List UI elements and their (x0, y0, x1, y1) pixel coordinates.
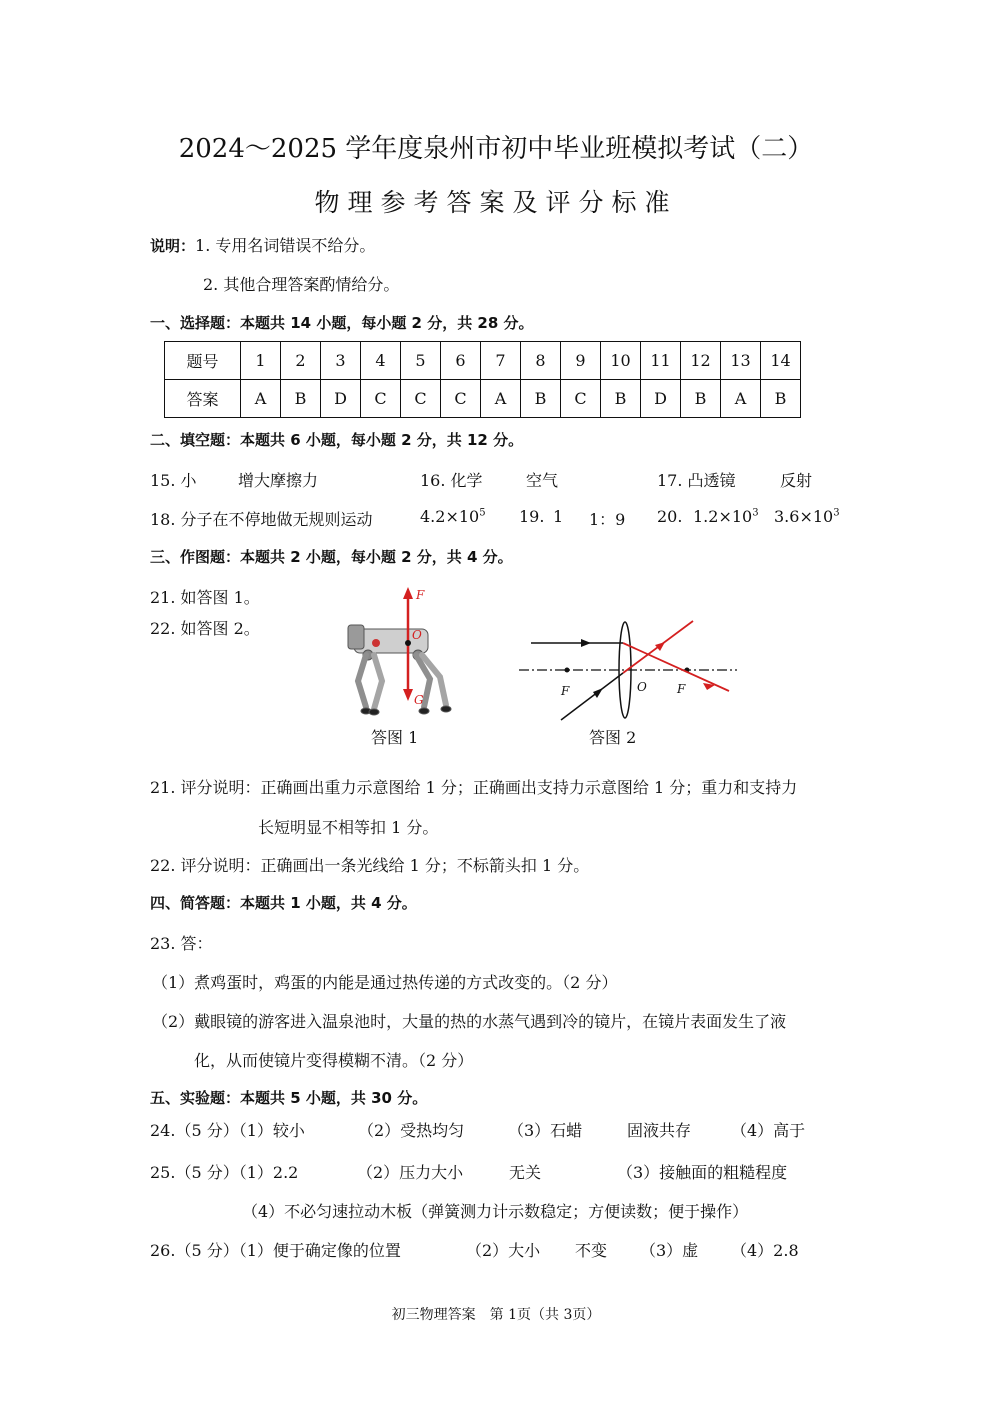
notes-label: 说明： (150, 237, 196, 255)
figure-2-caption: 答图 2 (589, 728, 637, 747)
answer-q25-part2: （2）压力大小 (357, 1163, 464, 1182)
answer-q18-exponent: 5 (479, 507, 486, 519)
focus-left-point (565, 668, 570, 673)
answer-q20-b (774, 507, 840, 526)
section3-heading: 三、作图题：本题共 2 小题，每小题 2 分，共 4 分。 (150, 548, 513, 566)
scoring-22: 22. 评分说明：正确画出一条光线给 1 分；不标箭头扣 1 分。 (150, 856, 590, 875)
answer-q20: 20. (657, 507, 683, 526)
section4-heading: 四、简答题：本题共 1 小题，共 4 分。 (150, 894, 417, 912)
answer-cell: B (521, 380, 561, 418)
answer-q24-part4: （4）高于 (731, 1121, 806, 1140)
support-force-arrowhead (403, 587, 413, 599)
page-title: 2024～2025 学年度泉州市初中毕业班模拟考试（二） (178, 134, 814, 164)
answer-q24-part3: （3）石蜡 (508, 1121, 583, 1140)
answer-q23-part2-line2: 化，从而使镜片变得模糊不清。（2 分） (194, 1051, 474, 1070)
answer-q18-mantissa: 4.2×10 (420, 507, 480, 526)
table-row-answers (165, 380, 801, 418)
answer-cell: C (441, 380, 481, 418)
answer-q20-b-mantissa: 3.6×10 (774, 507, 834, 526)
notes-item-2: 2. 其他合理答案酌情给分。 (203, 275, 400, 294)
question-number: 12 (681, 342, 721, 380)
answer-q20-a-exponent: 3 (752, 507, 759, 519)
row-label-answer: 答案 (165, 380, 241, 418)
row-label-number: 题号 (165, 342, 241, 380)
incident-ray-parallel-arrow (581, 639, 591, 647)
answer-cell: A (721, 380, 761, 418)
answer-q25-part3: （3）接触面的粗糙程度 (617, 1163, 788, 1182)
answer-cell: D (321, 380, 361, 418)
answer-q25-part1: 25.（5 分）（1）2.2 (150, 1163, 299, 1182)
question-number: 7 (481, 342, 521, 380)
answer-q16-b: 空气 (526, 471, 559, 490)
answer-cell: C (361, 380, 401, 418)
answer-q16: 16. 化学 (420, 471, 483, 490)
robot-dog-icon (348, 625, 451, 715)
question-number: 4 (361, 342, 401, 380)
page-footer: 初三物理答案 第 1页（共 3页） (391, 1307, 601, 1323)
answer-q22: 22. 如答图 2。 (150, 619, 260, 638)
answer-cell: D (641, 380, 681, 418)
answer-cell: C (401, 380, 441, 418)
answer-q19: 19. (519, 507, 545, 526)
answer-q19-a: 1 (553, 507, 564, 526)
question-number: 6 (441, 342, 481, 380)
answer-q23-label: 23. 答： (150, 934, 213, 953)
question-number: 2 (281, 342, 321, 380)
gravity-arrowhead (403, 689, 413, 701)
question-number: 5 (401, 342, 441, 380)
label-focus-right: F (677, 682, 686, 696)
answer-q24-part1: 24.（5 分）（1）较小 (150, 1121, 305, 1140)
section5-heading: 五、实验题：本题共 5 小题，共 30 分。 (150, 1089, 428, 1107)
label-force-g: G (414, 693, 424, 707)
notes-line-1 (150, 233, 375, 256)
answer-cell: B (761, 380, 801, 418)
figure-1-caption: 答图 1 (371, 728, 419, 747)
answer-q25-part4: （4）不必匀速拉动木板（弹簧测力计示数稳定；方便读数；便于操作） (242, 1202, 749, 1221)
answer-q19-b: 1：9 (589, 510, 626, 529)
page-subtitle: 物理参考答案及评分标准 (314, 188, 678, 217)
label-center: O (637, 680, 647, 694)
answer-cell: B (281, 380, 321, 418)
answer-q21: 21. 如答图 1。 (150, 588, 260, 607)
scoring-21-line-2: 长短明显不相等扣 1 分。 (258, 818, 439, 837)
answer-q23-part2-line1: （2）戴眼镜的游客进入温泉池时，大量的热的水蒸气遇到冷的镜片，在镜片表面发生了液 (152, 1012, 787, 1031)
answer-q24-part2: （2）受热均匀 (358, 1121, 465, 1140)
answer-q25-part2b: 无关 (509, 1163, 542, 1182)
figure-1-robot-dog (340, 585, 460, 725)
question-number: 11 (641, 342, 681, 380)
section1-heading: 一、选择题：本题共 14 小题，每小题 2 分，共 28 分。 (150, 314, 534, 332)
table-row-numbers (165, 342, 801, 380)
answer-q26-part2b: 不变 (575, 1241, 608, 1260)
answer-q18: 18. 分子在不停地做无规则运动 (150, 510, 373, 529)
incident-ray-through-focus-arrow (593, 688, 603, 698)
answer-q26-part3: （3）虚 (640, 1241, 699, 1260)
notes-item-1: 1. 专用名词错误不给分。 (195, 236, 376, 255)
incident-ray-through-focus (561, 673, 623, 720)
answer-q20-a-mantissa: 1.2×10 (693, 507, 753, 526)
answer-q17-b: 反射 (780, 471, 813, 490)
answer-q26-part1: 26.（5 分）（1）便于确定像的位置 (150, 1241, 401, 1260)
answer-cell: B (601, 380, 641, 418)
answer-cell: A (481, 380, 521, 418)
answer-q15: 15. 小 (150, 471, 197, 490)
answer-q24-part3b: 固液共存 (627, 1121, 692, 1140)
question-number: 10 (601, 342, 641, 380)
answer-q15-b: 增大摩擦力 (238, 471, 319, 490)
center-point (405, 640, 411, 646)
answer-cell: A (241, 380, 281, 418)
answer-q20-b-exponent: 3 (833, 507, 840, 519)
answer-q17: 17. 凸透镜 (657, 471, 736, 490)
answer-q23-part1: （1）煮鸡蛋时，鸡蛋的内能是通过热传递的方式改变的。（2 分） (152, 973, 618, 992)
question-number: 13 (721, 342, 761, 380)
answer-q26-part2: （2）大小 (466, 1241, 541, 1260)
question-number: 8 (521, 342, 561, 380)
answer-cell: B (681, 380, 721, 418)
answer-cell: C (561, 380, 601, 418)
label-point-o: O (412, 628, 422, 642)
question-number: 9 (561, 342, 601, 380)
section2-heading: 二、填空题：本题共 6 小题，每小题 2 分，共 12 分。 (150, 431, 524, 449)
label-focus-left: F (561, 684, 570, 698)
refracted-ray-divergent-arrow (655, 642, 665, 651)
answer-q18-b (420, 507, 486, 526)
question-number: 3 (321, 342, 361, 380)
answer-q26-part4: （4）2.8 (731, 1241, 799, 1260)
label-force-f: F (416, 588, 425, 602)
figure-2-lens-diagram (515, 615, 745, 727)
question-number: 1 (241, 342, 281, 380)
question-number: 14 (761, 342, 801, 380)
answer-table (164, 341, 801, 418)
scoring-21-line-1: 21. 评分说明：正确画出重力示意图给 1 分；正确画出支持力示意图给 1 分；重力和支持力 (150, 778, 798, 797)
answer-q20-a (693, 507, 759, 526)
